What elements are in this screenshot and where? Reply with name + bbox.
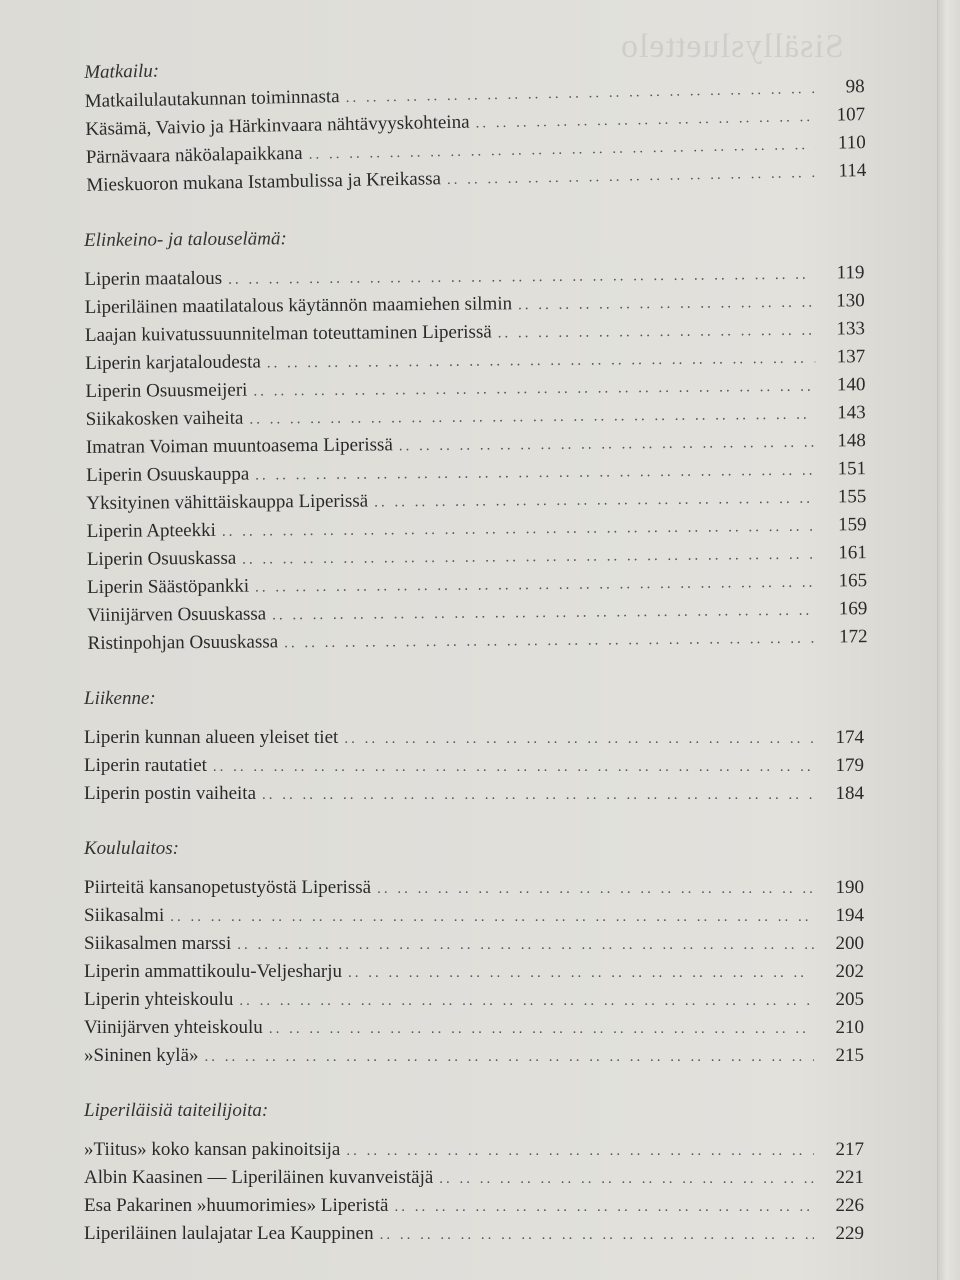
entry-page: 194 <box>835 905 864 926</box>
dot-leader <box>374 485 816 517</box>
entry-title: Piirteitä kansanopetustyöstä Liperissä <box>84 877 372 898</box>
dot-leader <box>447 159 817 194</box>
entry-title: Liperin yhteiskoulu <box>84 989 234 1010</box>
entry-page: 110 <box>837 132 866 154</box>
entry-page: 190 <box>835 877 864 898</box>
book-gutter <box>937 0 960 1280</box>
toc-entry <box>84 1136 864 1164</box>
dot-leader <box>498 317 815 348</box>
entry-title: Pärnävaara näköalapaikkana <box>85 142 303 168</box>
entry-title: »Sininen kylä» <box>84 1045 199 1066</box>
entry-page: 155 <box>837 486 867 508</box>
dot-leader <box>262 781 814 809</box>
entry-title: Liperiläinen laulajatar Lea Kauppinen <box>84 1223 374 1244</box>
dot-leader <box>269 1015 814 1043</box>
toc-entry <box>84 1192 864 1220</box>
entry-title: Matkailulautakunnan toiminnasta <box>84 86 340 112</box>
toc-entry <box>84 724 864 752</box>
dot-leader <box>346 1137 814 1165</box>
toc-entry <box>84 1014 864 1042</box>
toc-entry <box>84 1164 864 1192</box>
entry-title: Liperin ammattikoulu-Veljesharju <box>84 961 343 982</box>
dot-leader <box>399 429 816 461</box>
entry-page: 148 <box>837 430 866 452</box>
entry-page: 169 <box>838 598 868 620</box>
entry-page: 229 <box>835 1223 864 1244</box>
entry-title: Liperin rautatiet <box>84 755 207 776</box>
dot-leader <box>284 625 818 658</box>
toc-entry <box>84 1220 864 1248</box>
entry-title: Albin Kaasinen — Liperiläinen kuvanveistäjä <box>84 1167 434 1188</box>
entry-page: 172 <box>839 626 868 648</box>
entry-title: Viinijärven Osuuskassa <box>87 603 267 626</box>
toc-entry <box>88 623 868 658</box>
toc-section-koululaitos <box>84 836 864 1070</box>
dot-leader <box>213 753 814 781</box>
entry-title: Liperin Osuuskassa <box>86 547 237 570</box>
toc-entry <box>84 752 864 780</box>
dot-leader <box>239 987 814 1015</box>
entry-page: 202 <box>835 961 864 982</box>
entry-title: Liperin Säästöpankki <box>87 575 250 598</box>
entry-page: 161 <box>838 542 867 564</box>
entry-page: 226 <box>835 1195 864 1216</box>
toc-entry <box>84 780 864 808</box>
entry-page: 119 <box>836 262 865 284</box>
section-title: Koululaitos: <box>84 838 180 859</box>
entry-title: Liperin Osuusmeijeri <box>85 379 248 402</box>
entry-title: Mieskuoron mukana Istambulissa ja Kreikassa <box>86 168 442 196</box>
entry-page: 215 <box>835 1045 864 1066</box>
dot-leader <box>344 725 814 753</box>
toc-entry <box>84 1042 864 1070</box>
section-title: Matkailu: <box>84 60 160 83</box>
entry-page: 107 <box>836 104 866 126</box>
entry-title: Liperin postin vaiheita <box>84 783 257 804</box>
entry-page: 217 <box>835 1139 864 1160</box>
dot-leader <box>377 875 814 903</box>
dot-leader <box>170 903 814 931</box>
entry-page: 200 <box>835 933 864 954</box>
entry-title: Yksityinen vähittäiskauppa Liperissä <box>86 490 369 514</box>
dot-leader <box>394 1193 814 1221</box>
toc-section-taiteilijoita <box>84 1098 864 1248</box>
entry-title: Liperin karjataloudesta <box>85 351 261 374</box>
entry-title: Liperin Apteekki <box>86 519 217 542</box>
entry-page: 137 <box>836 346 866 368</box>
entry-title: Esa Pakarinen »huumorimies» Liperistä <box>84 1195 389 1216</box>
entry-page: 98 <box>845 76 865 98</box>
entry-title: Liperin kunnan alueen yleiset tiet <box>84 727 339 748</box>
section-title: Liperiläisiä taiteilijoita: <box>84 1100 269 1121</box>
toc-entry <box>84 958 864 986</box>
section-title: Elinkeino- ja talouselämä: <box>84 228 287 251</box>
entry-title: Liperiläinen maatilatalous käytännön maamiehen silmin <box>84 293 513 318</box>
toc-section-elinkeino <box>84 221 868 658</box>
entry-page: 130 <box>836 290 865 312</box>
entry-page: 205 <box>835 989 864 1010</box>
dot-leader <box>380 1221 814 1249</box>
entry-page: 143 <box>837 402 866 424</box>
table-of-contents <box>84 60 868 1276</box>
entry-title: Käsämä, Vaivio ja Härkinvaara nähtävyyskohteina <box>85 111 470 140</box>
dot-leader <box>518 289 815 320</box>
toc-entry <box>84 930 864 958</box>
entry-page: 174 <box>835 727 864 748</box>
toc-entry <box>84 986 864 1014</box>
entry-page: 114 <box>838 160 867 182</box>
section-title: Liikenne: <box>84 688 156 709</box>
entry-page: 210 <box>835 1017 864 1038</box>
entry-page: 221 <box>835 1167 864 1188</box>
toc-entry <box>84 902 864 930</box>
entry-page: 184 <box>835 783 864 804</box>
entry-title: Ristinpohjan Osuuskassa <box>87 631 279 654</box>
entry-title: »Tiitus» koko kansan pakinoitsija <box>84 1139 341 1160</box>
entry-page: 159 <box>838 514 867 536</box>
entry-title: Siikasalmen marssi <box>84 933 232 954</box>
entry-page: 133 <box>836 318 866 340</box>
entry-title: Viinijärven yhteiskoulu <box>84 1017 263 1038</box>
entry-title: Siikakosken vaiheita <box>85 407 244 430</box>
toc-entry <box>84 874 864 902</box>
entry-page: 165 <box>838 570 868 592</box>
entry-page: 151 <box>837 458 867 480</box>
entry-title: Imatran Voiman muuntoasema Liperissä <box>85 434 393 458</box>
entry-page: 179 <box>835 755 864 776</box>
dot-leader <box>439 1165 814 1193</box>
entry-title: Siikasalmi <box>84 905 165 926</box>
dot-leader <box>348 959 814 987</box>
toc-section-matkailu <box>84 45 867 200</box>
entry-title: Liperin Osuuskauppa <box>86 463 250 486</box>
toc-section-liikenne <box>84 686 864 808</box>
dot-leader <box>237 931 814 959</box>
entry-title: Liperin maatalous <box>84 267 223 290</box>
entry-title: Laajan kuivatussuunnitelman toteuttaminen Liperissä <box>84 321 492 346</box>
entry-page: 140 <box>836 374 866 396</box>
dot-leader <box>205 1043 814 1071</box>
show-through-heading: Sisällysluettelo <box>620 28 844 65</box>
